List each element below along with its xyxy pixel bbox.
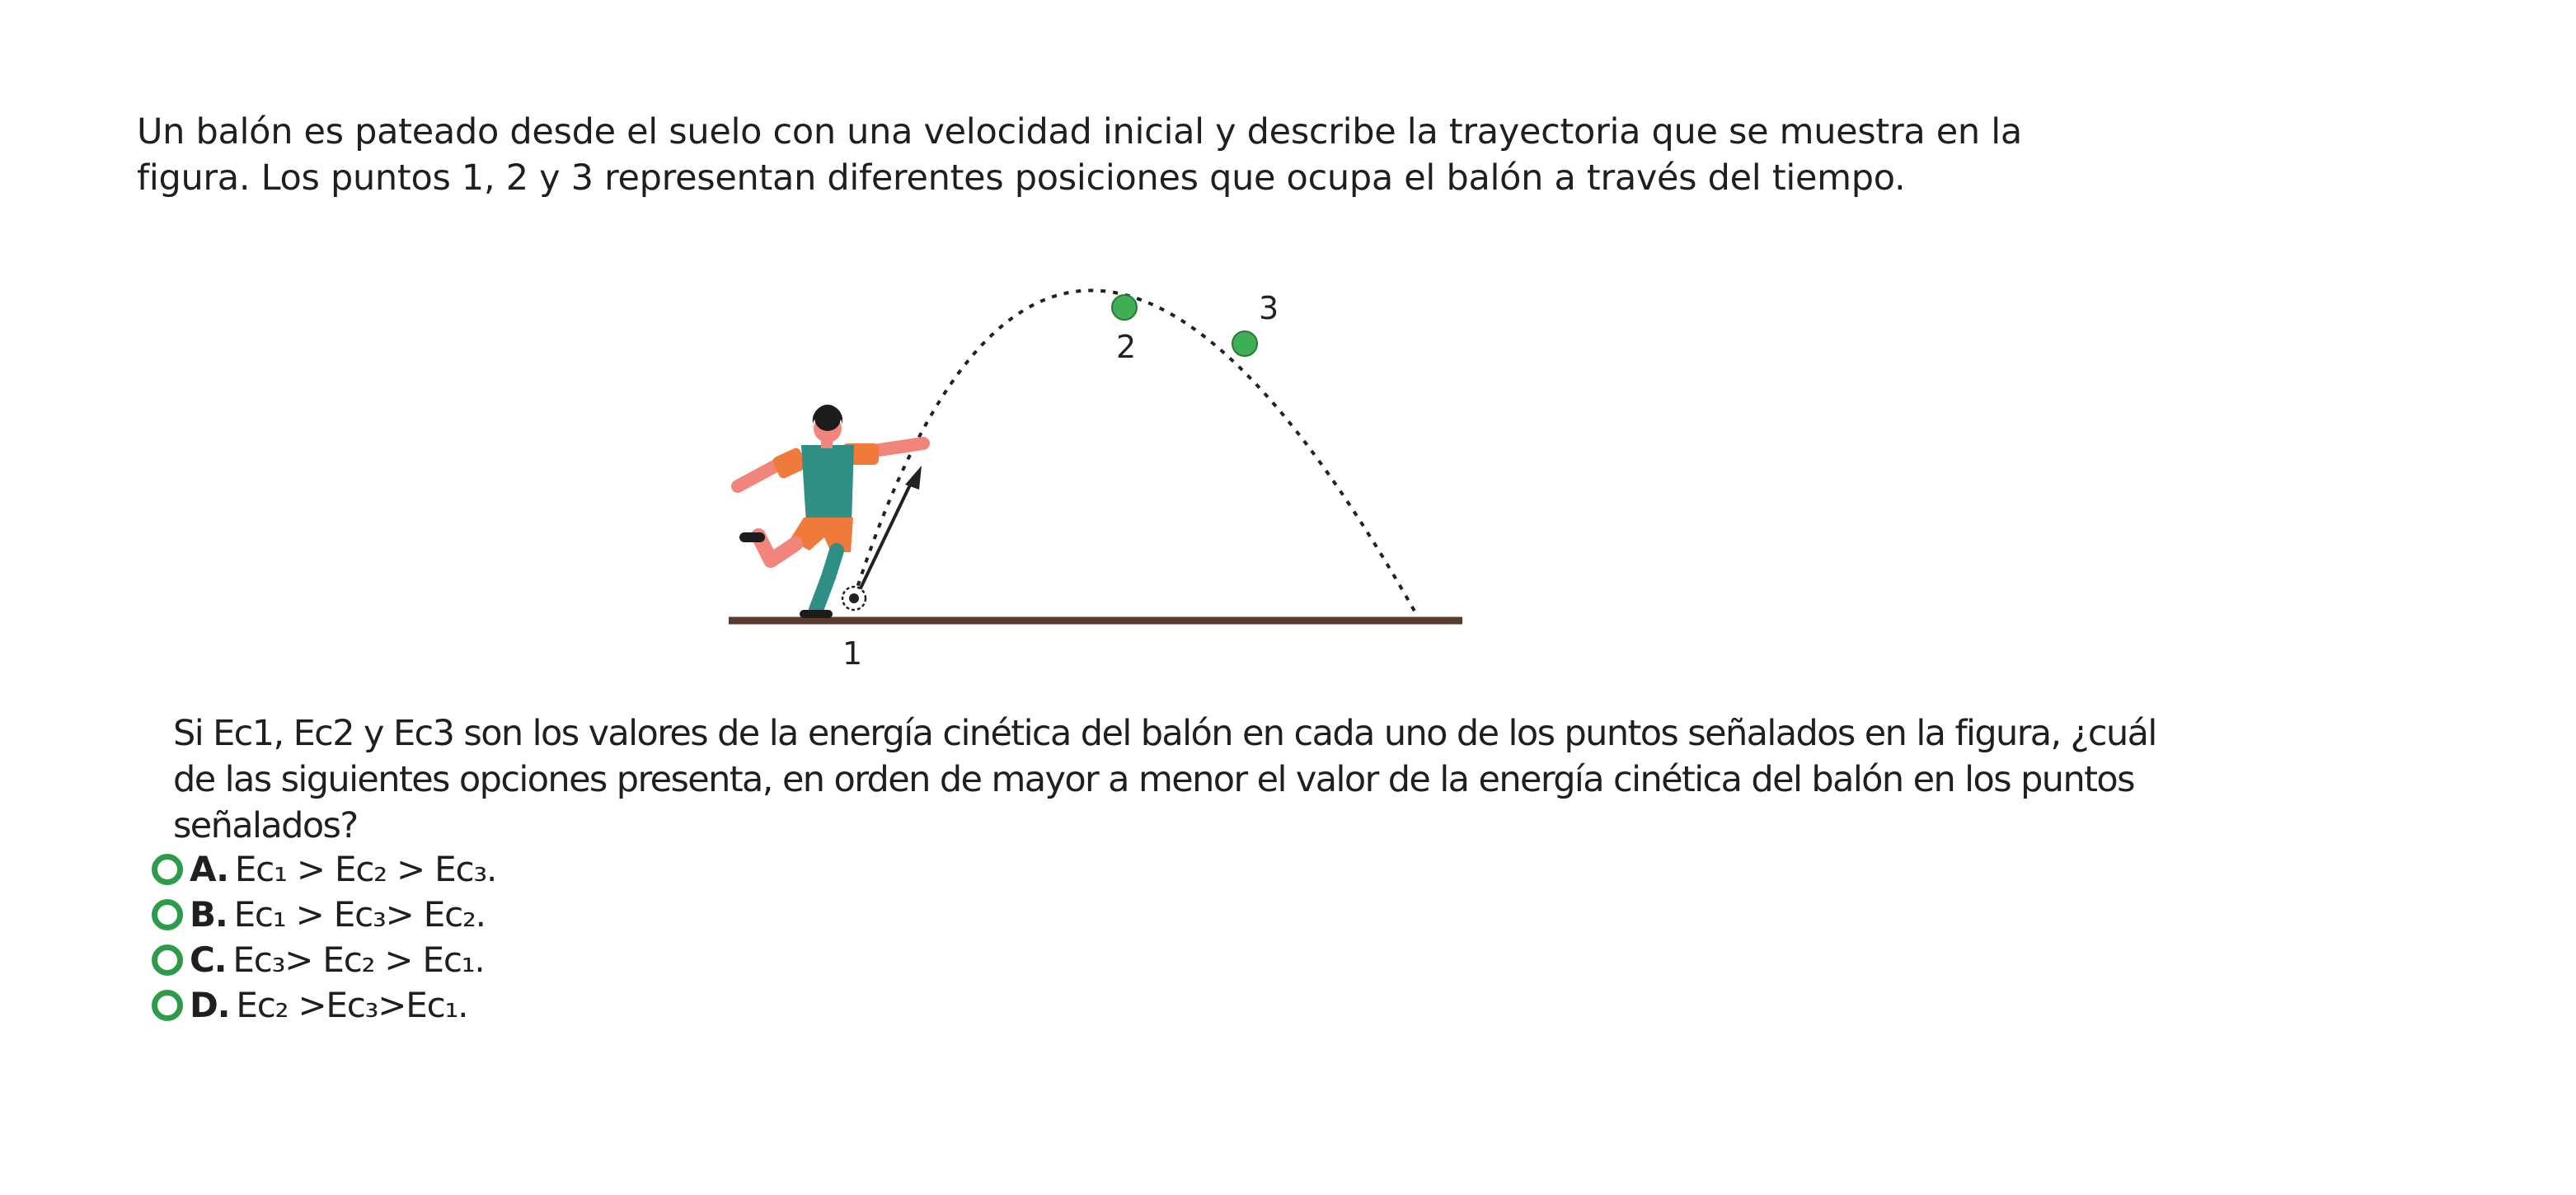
option-letter: A.	[190, 849, 228, 889]
option-letter: C.	[190, 940, 227, 980]
point-3-marker	[1232, 331, 1257, 356]
radio-button-icon[interactable]	[152, 990, 183, 1021]
point-1-label: 1	[842, 635, 863, 672]
point-2-marker	[1112, 295, 1137, 320]
soccer-player	[738, 405, 923, 614]
trajectory-figure	[717, 272, 1476, 684]
point-3-label: 3	[1259, 290, 1279, 326]
option-d[interactable]	[152, 982, 496, 1028]
question-paragraph: Si Ec1, Ec2 y Ec3 son los valores de la energía cinética del balón en cada uno de los puntos señalados en la figura, ¿cuál de las siguientes opciones presenta, en orden de mayor a menor el valor de la energía cinética del balón en los puntos señalados?	[173, 713, 2156, 846]
option-a[interactable]	[152, 846, 496, 892]
option-c[interactable]	[152, 937, 496, 982]
option-b[interactable]	[152, 892, 496, 937]
option-text: Ec₁ > Ec₂ > Ec₃.	[234, 849, 497, 889]
radio-button-icon[interactable]	[152, 854, 183, 885]
option-letter: D.	[190, 985, 230, 1025]
option-text: Ec₃> Ec₂ > Ec₁.	[232, 940, 485, 980]
radio-button-icon[interactable]	[152, 944, 183, 976]
option-letter: B.	[190, 894, 228, 935]
intro-paragraph: Un balón es pateado desde el suelo con una velocidad inicial y describe la trayectoria que se muestra en la figura. Los puntos 1, 2 y 3 representan diferentes posiciones que ocupa el balón a través del tiempo.	[137, 111, 2022, 199]
point-2-label: 2	[1116, 329, 1137, 365]
option-text: Ec₁ > Ec₃> Ec₂.	[233, 894, 486, 935]
soccer-ball	[842, 587, 866, 610]
option-text: Ec₂ >Ec₃>Ec₁.	[236, 985, 468, 1025]
answer-options	[152, 846, 496, 1028]
radio-button-icon[interactable]	[152, 899, 183, 930]
arrow-head	[905, 466, 922, 490]
velocity-arrow	[857, 478, 913, 595]
